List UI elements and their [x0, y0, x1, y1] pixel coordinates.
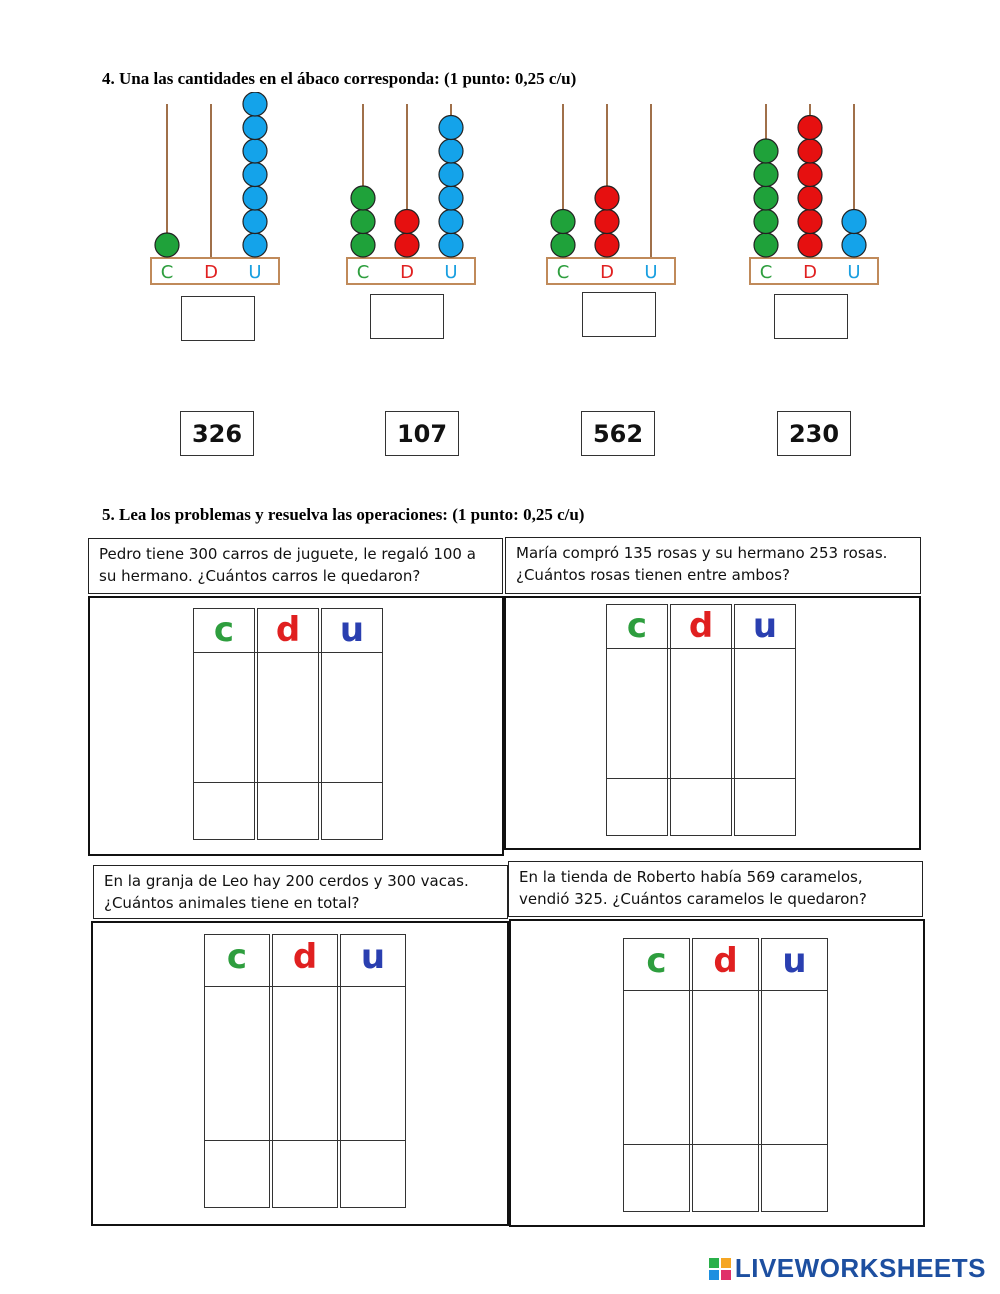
- abacus-bead-d: [798, 233, 822, 257]
- abacus-bead-u: [243, 163, 267, 187]
- abacus-bead-u: [243, 116, 267, 140]
- abacus-4: [744, 92, 884, 294]
- cdu-header-d: d: [292, 937, 318, 977]
- abacus-bead-d: [395, 210, 419, 234]
- abacus-bead-c: [351, 186, 375, 210]
- abacus-label-c: C: [556, 262, 570, 283]
- liveworksheets-logo-text: LIVEWORKSHEETS: [734, 1253, 986, 1283]
- answer-box-3[interactable]: [582, 292, 656, 337]
- number-card-326[interactable]: 326: [180, 411, 254, 456]
- abacus-label-c: C: [160, 262, 174, 283]
- problem-2-cdu-table: [606, 604, 798, 836]
- abacus-3: [541, 92, 681, 294]
- section-5-heading: 5. Lea los problemas y resuelva las operaciones: (1 punto: 0,25 c/u): [102, 505, 585, 524]
- abacus-1: [145, 92, 285, 294]
- cdu-header-c: c: [213, 610, 235, 650]
- abacus-bead-u: [243, 210, 267, 234]
- cdu-header-divider: [193, 652, 383, 653]
- abacus-bead-c: [754, 233, 778, 257]
- number-card-562[interactable]: 562: [581, 411, 655, 456]
- abacus-bead-c: [754, 186, 778, 210]
- problem-3-cdu-table: [204, 934, 410, 1208]
- abacus-label-u: U: [444, 262, 458, 283]
- abacus-bead-c: [551, 233, 575, 257]
- cdu-header-divider: [606, 648, 796, 649]
- cdu-header-d: d: [275, 610, 301, 650]
- cdu-result-divider: [623, 1144, 828, 1145]
- cdu-result-divider: [606, 778, 796, 779]
- cdu-header-u: u: [360, 937, 386, 977]
- abacus-bead-c: [754, 210, 778, 234]
- answer-box-1[interactable]: [181, 296, 255, 341]
- abacus-bead-u: [842, 210, 866, 234]
- problem-1-text: Pedro tiene 300 carros de juguete, le regaló 100 a su hermano. ¿Cuántos carros le quedaron?: [88, 538, 503, 594]
- liveworksheets-logo: [709, 1253, 986, 1284]
- number-card-107[interactable]: 107: [385, 411, 459, 456]
- number-card-230[interactable]: 230: [777, 411, 851, 456]
- abacus-bead-d: [798, 210, 822, 234]
- cdu-header-divider: [204, 986, 406, 987]
- abacus-bead-u: [439, 116, 463, 140]
- liveworksheets-logo-icon: [709, 1258, 731, 1280]
- cdu-header-u: u: [339, 610, 365, 650]
- cdu-result-divider: [193, 782, 383, 783]
- abacus-label-u: U: [847, 262, 861, 283]
- abacus-label-u: U: [644, 262, 658, 283]
- abacus-label-c: C: [759, 262, 773, 283]
- problem-2-text: María compró 135 rosas y su hermano 253 rosas. ¿Cuántos rosas tienen entre ambos?: [505, 537, 921, 594]
- abacus-bead-u: [842, 233, 866, 257]
- abacus-label-u: U: [248, 262, 262, 283]
- cdu-header-c: c: [226, 937, 248, 977]
- abacus-bead-c: [351, 233, 375, 257]
- answer-box-4[interactable]: [774, 294, 848, 339]
- abacus-label-d: D: [803, 262, 817, 283]
- abacus-bead-u: [439, 233, 463, 257]
- abacus-label-d: D: [204, 262, 218, 283]
- abacus-bead-d: [798, 139, 822, 163]
- cdu-header-d: d: [713, 941, 738, 981]
- abacus-bead-c: [351, 210, 375, 234]
- problem-1-cdu-table: [193, 608, 385, 840]
- abacus-bead-d: [798, 186, 822, 210]
- cdu-header-u: u: [782, 941, 807, 981]
- cdu-header-c: c: [626, 606, 648, 646]
- abacus-bead-c: [551, 210, 575, 234]
- cdu-header-d: d: [688, 606, 714, 646]
- abacus-bead-c: [155, 233, 179, 257]
- section-4-heading: 4. Una las cantidades en el ábaco corresponda: (1 punto: 0,25 c/u): [102, 69, 577, 88]
- problem-4-cdu-table: [623, 938, 830, 1212]
- abacus-bead-d: [595, 210, 619, 234]
- abacus-2: [341, 92, 481, 294]
- abacus-bead-d: [798, 163, 822, 187]
- problem-4-text: En la tienda de Roberto había 569 caramelos, vendió 325. ¿Cuántos caramelos le quedaron?: [508, 861, 923, 917]
- abacus-bead-d: [798, 116, 822, 140]
- abacus-bead-d: [395, 233, 419, 257]
- abacus-bead-u: [439, 163, 463, 187]
- abacus-label-d: D: [400, 262, 414, 283]
- abacus-bead-c: [754, 139, 778, 163]
- cdu-header-divider: [623, 990, 828, 991]
- abacus-bead-d: [595, 186, 619, 210]
- abacus-bead-d: [595, 233, 619, 257]
- abacus-label-d: D: [600, 262, 614, 283]
- abacus-bead-u: [243, 186, 267, 210]
- abacus-bead-u: [243, 233, 267, 257]
- abacus-bead-u: [439, 139, 463, 163]
- abacus-bead-u: [439, 186, 463, 210]
- abacus-bead-u: [243, 139, 267, 163]
- abacus-label-c: C: [356, 262, 370, 283]
- answer-box-2[interactable]: [370, 294, 444, 339]
- abacus-bead-u: [243, 92, 267, 116]
- cdu-header-u: u: [752, 606, 778, 646]
- cdu-result-divider: [204, 1140, 406, 1141]
- abacus-bead-c: [754, 163, 778, 187]
- cdu-header-c: c: [646, 941, 667, 981]
- problem-3-text: En la granja de Leo hay 200 cerdos y 300 vacas. ¿Cuántos animales tiene en total?: [93, 865, 508, 919]
- abacus-bead-u: [439, 210, 463, 234]
